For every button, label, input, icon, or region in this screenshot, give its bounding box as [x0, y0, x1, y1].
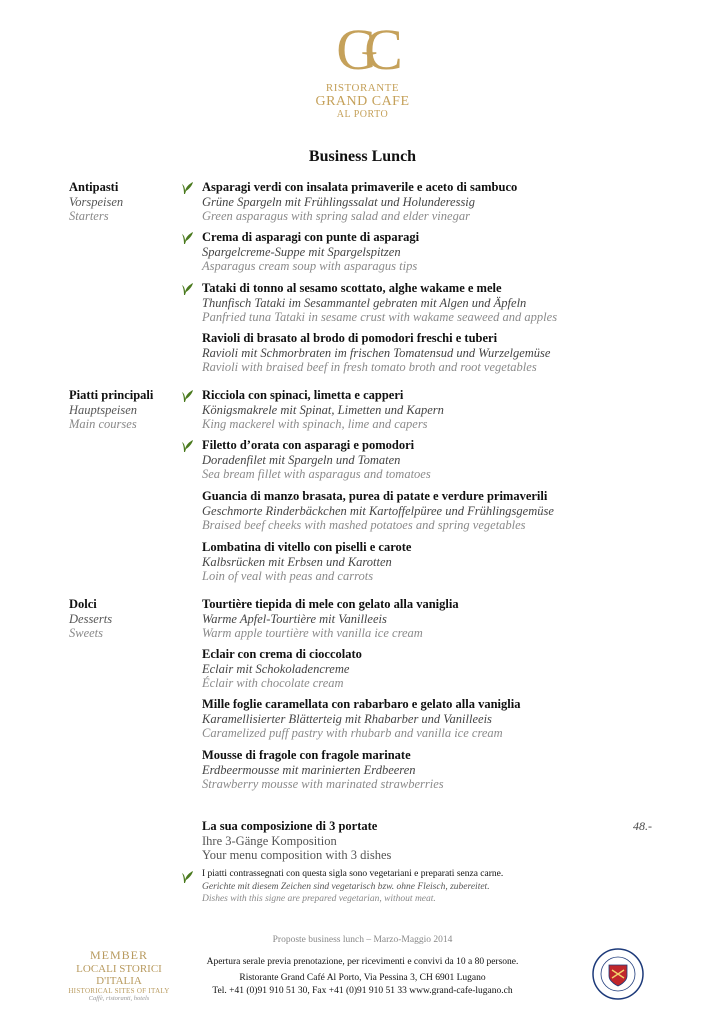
dish-name-de: Ravioli mit Schmorbraten im frischen Tomatensud und Wurzelgemüse: [202, 345, 551, 360]
dish-name-de: Spargelcreme-Suppe mit Spargelspitzen: [202, 244, 401, 259]
member-line-1: MEMBER: [89, 948, 148, 962]
category-name-en: Starters: [69, 209, 109, 223]
category-name-de: Vorspeisen: [69, 194, 124, 209]
dish-item: [202, 697, 672, 741]
restaurant-logo: [300, 17, 425, 120]
dish-name-de: Erdbeermousse mit marinierten Erdbeeren: [202, 762, 416, 777]
dish-name-en: Green asparagus with spring salad and elder vinegar: [202, 209, 470, 223]
category-antipasti: [69, 180, 123, 224]
dish-item: [202, 180, 672, 224]
vegetarian-leaf-icon: [181, 181, 194, 195]
member-line-4: Caffè, ristoranti, hotels: [88, 995, 150, 1002]
dish-name-de: Eclair mit Schokoladencreme: [202, 661, 350, 676]
logo-line-2: GRAND CAFE: [315, 94, 410, 109]
dish-name-de: Warme Apfel-Tourtière mit Vanilleeis: [202, 611, 387, 626]
dish-item: [202, 230, 672, 274]
category-dolci: [69, 597, 112, 641]
dish-name-en: Sea bream fillet with asparagus and tomatoes: [202, 467, 431, 481]
dish-name-it: Tataki di tonno al sesamo scottato, alghe wakame e mele: [202, 281, 502, 295]
vegetarian-leaf-icon: [181, 870, 194, 884]
dish-name-it: Lombatina di vitello con piselli e carote: [202, 540, 412, 554]
category-name-de: Desserts: [69, 611, 113, 626]
vegetarian-leaf-icon: [181, 389, 194, 403]
member-badge: [64, 948, 174, 1002]
dish-name-de: Thunfisch Tataki im Sesammantel gebraten mit Algen und Äpfeln: [202, 295, 527, 310]
dish-name-it: Asparagi verdi con insalata primaverile e aceto di sambuco: [202, 180, 518, 194]
menu-price: 48.-: [633, 819, 652, 833]
dish-name-en: Warm apple tourtière with vanilla ice cream: [202, 626, 423, 640]
chaine-des-rotisseurs-seal: [592, 948, 644, 1000]
category-piatti-principali: [69, 388, 153, 432]
dish-name-it: Ravioli di brasato al brodo di pomodori freschi e tuberi: [202, 331, 498, 345]
dish-name-de: Königsmakrele mit Spinat, Limetten und Kapern: [202, 402, 444, 417]
dish-name-en: Braised beef cheeks with mashed potatoes and spring vegetables: [202, 518, 526, 532]
logo-line-3: AL PORTO: [336, 109, 389, 120]
menu-composition: [202, 819, 391, 863]
composition-it: La sua composizione di 3 portate: [202, 819, 378, 833]
dish-item: [202, 748, 672, 792]
dish-name-it: Guancia di manzo brasata, purea di patate e verdure primaverili: [202, 489, 548, 503]
logo-line-1: RISTORANTE: [325, 82, 400, 94]
note-it: I piatti contrassegnati con questa sigla sono vegetariani e preparati senza carne.: [202, 869, 504, 879]
dish-name-it: Crema di asparagi con punte di asparagi: [202, 230, 420, 244]
category-name-it: Antipasti: [69, 180, 119, 194]
category-name-en: Main courses: [69, 417, 137, 431]
dish-item: [202, 489, 672, 533]
dish-item: [202, 281, 672, 325]
dish-name-de: Kalbsrücken mit Erbsen und Karotten: [202, 554, 392, 569]
dish-item: [202, 438, 672, 482]
page-title: Business Lunch: [308, 148, 417, 165]
dish-name-en: Strawberry mousse with marinated strawberries: [202, 777, 444, 791]
note-de: Gerichte mit diesem Zeichen sind vegetarisch bzw. ohne Fleisch, zubereitet.: [202, 881, 490, 892]
dish-name-de: Karamellisierter Blätterteig mit Rhabarber und Vanilleeis: [202, 711, 492, 726]
dish-name-it: Ricciola con spinaci, limetta e capperi: [202, 388, 404, 402]
dish-name-en: Asparagus cream soup with asparagus tips: [202, 259, 418, 273]
dish-name-de: Grüne Spargeln mit Frühlingssalat und Holunderessig: [202, 194, 476, 209]
dish-name-en: Ravioli with braised beef in fresh tomato broth and root vegetables: [202, 360, 537, 374]
footer-period: Proposte business lunch – Marzo-Maggio 2014: [272, 935, 453, 945]
dish-name-it: Mille foglie caramellata con rabarbaro e gelato alla vaniglia: [202, 697, 521, 711]
dish-name-de: Geschmorte Rinderbäckchen mit Kartoffelpüree und Frühlingsgemüse: [202, 503, 554, 518]
vegetarian-leaf-icon: [181, 231, 194, 245]
dish-name-en: Loin of veal with peas and carrots: [202, 569, 374, 583]
dish-name-de: Doradenfilet mit Spargeln und Tomaten: [202, 452, 401, 467]
vegetarian-leaf-icon: [181, 439, 194, 453]
category-name-it: Piatti principali: [69, 388, 154, 402]
dish-name-it: Eclair con crema di cioccolato: [202, 647, 362, 661]
dish-name-it: Tourtière tiepida di mele con gelato alla vaniglia: [202, 597, 459, 611]
dish-item: [202, 540, 672, 584]
dish-name-en: Panfried tuna Tataki in sesame crust with wakame seaweed and apples: [202, 310, 558, 324]
vegetarian-leaf-icon: [181, 282, 194, 296]
vegetarian-note: [202, 868, 622, 906]
footer-reservation: Apertura serale previa prenotazione, per ricevimenti e convivi da 10 a 80 persone.: [206, 957, 519, 967]
dish-name-en: King mackerel with spinach, lime and capers: [202, 417, 428, 431]
composition-de: Ihre 3-Gänge Komposition: [202, 833, 337, 848]
dish-item: [202, 597, 672, 641]
composition-en: Your menu composition with 3 dishes: [202, 848, 392, 862]
dish-item: [202, 331, 672, 375]
category-name-de: Hauptspeisen: [69, 402, 138, 417]
note-en: Dishes with this signe are prepared vegetarian, without meat.: [202, 894, 436, 904]
category-name-en: Sweets: [69, 626, 104, 640]
footer-contact: Tel. +41 (0)91 910 51 30, Fax +41 (0)91 910 51 33 www.grand-cafe-lugano.ch: [212, 986, 513, 996]
logo-monogram: GC: [336, 17, 389, 82]
member-line-3: HISTORICAL SITES OF ITALY: [68, 987, 170, 995]
dish-name-en: Éclair with chocolate cream: [202, 676, 344, 690]
dish-item: [202, 388, 672, 432]
footer-address: Ristorante Grand Café Al Porto, Via Pessina 3, CH 6901 Lugano: [239, 973, 486, 983]
category-name-it: Dolci: [69, 597, 97, 611]
dish-item: [202, 647, 672, 691]
dish-name-it: Filetto d’orata con asparagi e pomodori: [202, 438, 415, 452]
dish-name-en: Caramelized puff pastry with rhubarb and vanilla ice cream: [202, 726, 503, 740]
dish-name-it: Mousse di fragole con fragole marinate: [202, 748, 411, 762]
member-line-2: LOCALI STORICI D'ITALIA: [76, 963, 162, 987]
